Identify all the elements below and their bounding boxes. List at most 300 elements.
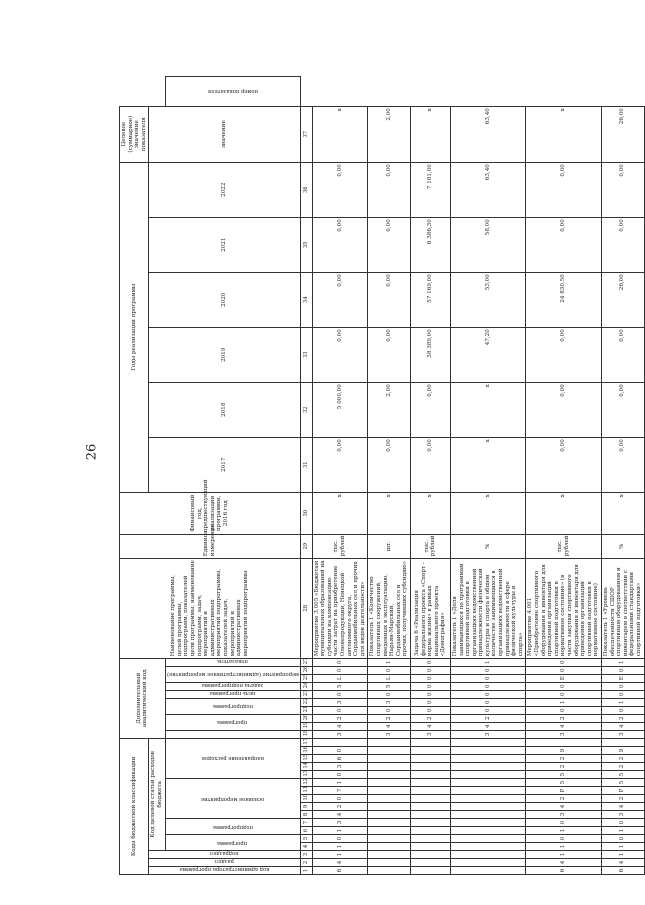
code-cell: 6	[526, 867, 602, 875]
code-cell: 9	[526, 747, 602, 755]
program-table	[119, 76, 645, 875]
code-cell: 0	[526, 658, 602, 666]
code-cell: 1	[526, 698, 602, 706]
code-cell	[368, 787, 411, 795]
year-value: 0,00	[312, 437, 368, 492]
code-cell	[368, 803, 411, 811]
column-number: 22	[300, 698, 312, 706]
code-cell: 4	[601, 803, 644, 811]
code-cell: 2	[601, 795, 644, 803]
code-cell: 4	[312, 722, 368, 730]
code-cell: 1	[312, 843, 368, 851]
column-number: 8	[300, 811, 312, 819]
code-cell: P	[601, 787, 644, 795]
expense-direction-header: направление расходов	[165, 738, 300, 778]
code-cell: 3	[312, 763, 368, 771]
code-cell	[368, 779, 411, 787]
code-cell: 0	[450, 690, 526, 698]
code-cell: 2	[526, 763, 602, 771]
table-row	[450, 77, 526, 875]
code-cell: 0	[410, 682, 450, 690]
table-row	[312, 77, 368, 875]
code-cell	[368, 747, 411, 755]
code-cell: 0	[410, 666, 450, 674]
code-cell	[410, 803, 450, 811]
code-cell: 4	[601, 722, 644, 730]
code-cell: 0	[312, 747, 368, 755]
row-name: Задача 6 «Реализация федерального проекта «Спорт - норма жизни» в рамках национального проекта «Демография»	[410, 558, 450, 658]
code-cell	[368, 755, 411, 763]
code-cell	[368, 843, 411, 851]
year-value: 0,00	[368, 162, 411, 217]
main-event-header: основное мероприятие	[165, 779, 300, 819]
column-number: 15	[300, 755, 312, 763]
code-cell	[410, 811, 450, 819]
year-value: 0,00	[601, 162, 644, 217]
column-number: 37	[300, 106, 312, 162]
column-number: 28	[300, 558, 312, 658]
code-cell	[450, 795, 526, 803]
row-base: x	[450, 492, 526, 534]
code-cell	[450, 787, 526, 795]
code-cell	[410, 738, 450, 746]
code-cell: 0	[410, 698, 450, 706]
year-value: 24 830,50	[526, 272, 602, 327]
code-cell: 6	[312, 755, 368, 763]
year-value: 0,00	[368, 437, 411, 492]
year-value: 0,00	[368, 327, 411, 382]
column-number: 1	[300, 867, 312, 875]
code-cell: 4	[368, 722, 411, 730]
code-cell: 0	[312, 795, 368, 803]
code-cell	[410, 843, 450, 851]
column-number: 2	[300, 859, 312, 867]
column-number: 4	[300, 843, 312, 851]
code-cell	[450, 763, 526, 771]
column-number: 14	[300, 763, 312, 771]
code-cell: E	[601, 674, 644, 682]
column-number: 26	[300, 666, 312, 674]
year-value: 0,00	[601, 382, 644, 437]
code-cell	[368, 867, 411, 875]
year-value: 53,00	[450, 272, 526, 327]
code-cell: 4	[526, 803, 602, 811]
code-cell: 3	[368, 698, 411, 706]
year-value: 0,00	[526, 217, 602, 272]
row-name: Мероприятие 4.001 «Приобретение спортивного оборудования и инвентаря для приведения организаций спортивной подготовки в нормативное состояние» (в части закупки спортивного оборудования и инвентаря для приведения организаций спортивной подготовки в нормативное состояние)	[526, 558, 602, 658]
code-cell	[410, 755, 450, 763]
code-cell	[410, 747, 450, 755]
code-cell	[450, 779, 526, 787]
code-cell: 0	[450, 698, 526, 706]
code-cell: 3	[410, 730, 450, 738]
a-indicator-header: показатель	[165, 658, 300, 666]
year-2018-header: 2018	[149, 382, 300, 437]
year-value: 0,00	[526, 327, 602, 382]
year-value: 2,00	[368, 382, 411, 437]
year-value: x	[450, 437, 526, 492]
year-value: 0,00	[312, 272, 368, 327]
code-cell	[410, 859, 450, 867]
table-row	[410, 77, 450, 875]
code-cell: 2	[526, 795, 602, 803]
financial-year-header: Финансовый год, предшествующий реализации программы, 2016 год	[120, 492, 301, 534]
year-value: 0,00	[601, 217, 644, 272]
code-cell	[368, 795, 411, 803]
column-number: 25	[300, 674, 312, 682]
page-number: 26	[84, 443, 100, 461]
year-value: 6 386,30	[410, 217, 450, 272]
a-event-header: мероприятие (административное мероприятие)	[165, 666, 300, 682]
code-cell: 3	[526, 730, 602, 738]
code-cell: 0	[312, 690, 368, 698]
unit-header: Единица измерения	[120, 534, 301, 558]
code-cell	[450, 771, 526, 779]
code-cell: 0	[450, 674, 526, 682]
code-cell	[410, 779, 450, 787]
code-cell: 0	[601, 682, 644, 690]
code-cell: 2	[526, 714, 602, 722]
table-row	[526, 77, 602, 875]
code-cell	[410, 835, 450, 843]
spacer-cell	[165, 730, 300, 738]
column-number: 3	[300, 851, 312, 859]
code-cell: 4	[450, 722, 526, 730]
code-cell: 5	[601, 779, 644, 787]
code-cell: 1	[526, 851, 602, 859]
row-unit: %	[450, 534, 526, 558]
value-header: значение	[149, 106, 300, 162]
code-cell: 6	[601, 867, 644, 875]
code-cell: 1	[601, 843, 644, 851]
code-cell: 4	[312, 859, 368, 867]
code-cell	[368, 738, 411, 746]
column-number: 7	[300, 819, 312, 827]
code-cell	[368, 763, 411, 771]
code-cell: 0	[601, 835, 644, 843]
code-cell: 0	[410, 674, 450, 682]
final-header: Целевое (суммарное) значение показателя	[120, 106, 149, 162]
final-value: 63,40	[450, 106, 526, 162]
code-cell: 0	[450, 706, 526, 714]
code-cell	[450, 867, 526, 875]
row-name: Мероприятие 3.005 «Бюджетам муниципальных образований на субсидии на компенсацию части затрат на приобретение Оленепродукции, Ненецкой автономного округа, Сорданмобильных сел и прочих для видов деятельности»	[312, 558, 368, 658]
column-number: 18	[300, 730, 312, 738]
name-header: Наименование программы, целей программы, подпрограмм, показателей цели программы, наименование подпрограмм, задач, мероприятий и административных мероприятий подпрограммы, показателей задач, мероприятий и административных мероприятий подпрограммы	[120, 558, 301, 658]
code-cell: 1	[312, 851, 368, 859]
code-cell	[450, 811, 526, 819]
row-unit: %	[601, 534, 644, 558]
code-cell	[410, 851, 450, 859]
code-cell: 4	[410, 722, 450, 730]
year-value: 0,00	[526, 437, 602, 492]
code-cell	[368, 835, 411, 843]
row-base: x	[601, 492, 644, 534]
code-cell: 5	[526, 771, 602, 779]
row-base: x	[526, 492, 602, 534]
code-cell	[450, 835, 526, 843]
column-number: 36	[300, 162, 312, 217]
row-base: x	[368, 492, 411, 534]
column-number: 16	[300, 747, 312, 755]
code-cell: 2	[368, 714, 411, 722]
code-cell: 0	[410, 706, 450, 714]
code-cell: 0	[601, 690, 644, 698]
year-value: 63,40	[450, 162, 526, 217]
section-header: раздел	[149, 859, 300, 867]
column-number: 33	[300, 327, 312, 382]
code-cell	[368, 771, 411, 779]
year-value: 47,20	[450, 327, 526, 382]
year-2019-header: 2019	[149, 327, 300, 382]
code-cell: 0	[410, 658, 450, 666]
year-value: 7 181,00	[410, 162, 450, 217]
code-cell: 0	[526, 666, 602, 674]
column-number: 24	[300, 682, 312, 690]
column-number: 30	[300, 492, 312, 534]
code-cell: 1	[601, 698, 644, 706]
a-program-header: программа	[165, 714, 300, 730]
year-value: 0,00	[601, 437, 644, 492]
analytical-header: Дополнительный аналитический код	[120, 658, 166, 738]
year-value: 0,00	[312, 327, 368, 382]
column-number: 20	[300, 714, 312, 722]
code-cell: E	[526, 674, 602, 682]
code-cell: 5	[601, 771, 644, 779]
code-cell: 2	[601, 714, 644, 722]
year-value: 57 169,00	[410, 272, 450, 327]
code-cell: 6	[312, 867, 368, 875]
code-cell: P	[526, 787, 602, 795]
code-cell: 0	[368, 706, 411, 714]
final-value: 26,00	[601, 106, 644, 162]
final-value: x	[312, 106, 368, 162]
code-cell	[410, 763, 450, 771]
code-cell	[368, 827, 411, 835]
code-cell: 3	[368, 730, 411, 738]
code-cell: 9	[601, 747, 644, 755]
column-number: 32	[300, 382, 312, 437]
code-cell: 0	[312, 771, 368, 779]
code-cell	[368, 811, 411, 819]
target-item-header: Код целевой статьи расходов бюджета	[149, 738, 165, 850]
code-cell: 4	[526, 722, 602, 730]
code-cell: 2	[601, 763, 644, 771]
code-cell: 1	[601, 851, 644, 859]
row-name: Показатель 1 «Количество спортивных сооружений, введенных в эксплуатацию, Нарьян-Марский, Сорданмобильных сел и прочих, получивших субсидию»	[368, 558, 411, 658]
code-cell: 1	[526, 827, 602, 835]
code-cell	[410, 787, 450, 795]
code-cell: 0	[526, 706, 602, 714]
table-row	[601, 77, 644, 875]
year-value: 0,00	[410, 437, 450, 492]
code-cell: 5	[526, 779, 602, 787]
code-cell: L	[312, 674, 368, 682]
code-cell	[410, 867, 450, 875]
code-cell	[312, 738, 368, 746]
final-value: x	[410, 106, 450, 162]
code-cell: 0	[526, 835, 602, 843]
code-cell: 0	[526, 819, 602, 827]
year-2017-header: 2017	[149, 437, 300, 492]
subsection-header: подраздел	[149, 851, 300, 859]
code-cell	[450, 747, 526, 755]
years-header: Годы реализации программы	[120, 162, 149, 492]
code-cell: 3	[450, 730, 526, 738]
year-value: 5 000,00	[312, 382, 368, 437]
code-cell	[450, 755, 526, 763]
column-number: 6	[300, 827, 312, 835]
code-cell: 0	[601, 819, 644, 827]
code-cell: 0	[312, 666, 368, 674]
column-number: 29	[300, 534, 312, 558]
year-value: 0,00	[410, 382, 450, 437]
column-numbers-row	[300, 77, 312, 875]
a-task-header: задача подпрограммы	[165, 682, 300, 690]
code-cell: 1	[368, 658, 411, 666]
code-cell	[410, 795, 450, 803]
admin-header: код администратора программы	[149, 867, 300, 875]
column-number: 5	[300, 835, 312, 843]
year-value: 0,00	[526, 382, 602, 437]
code-cell: 1	[601, 658, 644, 666]
code-cell: 0	[368, 690, 411, 698]
row-name: Показатель 1 «Доля занимающихся по программам спортивной подготовки в организациях ведомственной принадлежности физической культуры и спорта в общем количестве занимающихся в организациях ведомственной принадлежности в сфере физической культуры и спорта»	[450, 558, 526, 658]
row-base: x	[410, 492, 450, 534]
code-cell: 1	[526, 843, 602, 851]
code-cell: 0	[601, 706, 644, 714]
year-value: x	[450, 382, 526, 437]
column-number: 12	[300, 779, 312, 787]
code-cell: 0	[526, 690, 602, 698]
row-name: Показатель 1 «Уровень обеспеченности СШОР спортивным оборудованием и инвентарем в соответствии с федеральными стандартами спортивной подготовки»	[601, 558, 644, 658]
subprogram-header: подпрограмма	[165, 819, 300, 835]
year-value: 38 389,00	[410, 327, 450, 382]
row-unit: шт.	[368, 534, 411, 558]
year-2022-header: 2022	[149, 162, 300, 217]
a-subprogram-header: подпрограмма	[165, 698, 300, 714]
year-value: 0,00	[368, 217, 411, 272]
code-cell: 0	[312, 706, 368, 714]
year-value: 26,00	[601, 272, 644, 327]
year-value: 0,00	[601, 327, 644, 382]
code-cell: 0	[526, 682, 602, 690]
column-number: 31	[300, 437, 312, 492]
code-cell: 7	[312, 787, 368, 795]
code-cell	[450, 851, 526, 859]
column-number: 35	[300, 217, 312, 272]
code-cell: 1	[450, 658, 526, 666]
code-cell: 2	[526, 755, 602, 763]
code-cell	[410, 819, 450, 827]
code-cell: 0	[312, 835, 368, 843]
code-cell	[410, 771, 450, 779]
code-cell: 0	[450, 666, 526, 674]
code-cell: 1	[601, 827, 644, 835]
a-indicator-number-header: номер показателя	[165, 77, 300, 107]
column-number: 27	[300, 658, 312, 666]
row-base: x	[312, 492, 368, 534]
year-value: 0,00	[368, 272, 411, 327]
year-value: 0,00	[526, 162, 602, 217]
code-cell: 4	[312, 811, 368, 819]
row-unit: тыс. рублей	[410, 534, 450, 558]
code-cell: 3	[526, 811, 602, 819]
code-cell: 4	[601, 859, 644, 867]
code-cell: L	[368, 674, 411, 682]
year-value: 0,00	[312, 162, 368, 217]
rotated-table-sheet	[119, 76, 642, 875]
code-cell: 5	[368, 682, 411, 690]
final-value: x	[526, 106, 602, 162]
code-cell: 4	[526, 859, 602, 867]
program-header: программа	[165, 835, 300, 851]
code-cell: 5	[312, 682, 368, 690]
code-cell	[601, 738, 644, 746]
code-cell: 1	[312, 779, 368, 787]
table-body	[300, 77, 644, 875]
code-cell	[410, 827, 450, 835]
code-cell: 2	[601, 755, 644, 763]
column-number: 10	[300, 795, 312, 803]
code-cell: 3	[601, 730, 644, 738]
code-cell	[450, 859, 526, 867]
code-cell: 0	[312, 658, 368, 666]
code-cell	[368, 819, 411, 827]
code-cell: 3	[312, 819, 368, 827]
final-value: 2,00	[368, 106, 411, 162]
code-cell	[450, 819, 526, 827]
year-2021-header: 2021	[149, 217, 300, 272]
code-cell: 0	[450, 682, 526, 690]
code-cell	[526, 738, 602, 746]
code-cell	[450, 738, 526, 746]
code-cell: 3	[601, 811, 644, 819]
code-cell	[368, 851, 411, 859]
column-number: 17	[300, 738, 312, 746]
table-row	[368, 77, 411, 875]
year-value: 58,00	[450, 217, 526, 272]
row-unit: тыс. рублей	[526, 534, 602, 558]
column-number: 13	[300, 771, 312, 779]
column-number: 19	[300, 722, 312, 730]
code-cell	[450, 803, 526, 811]
column-number: 9	[300, 803, 312, 811]
code-cell: 1	[312, 827, 368, 835]
code-cell: 0	[410, 690, 450, 698]
column-number: 11	[300, 787, 312, 795]
code-cell: 0	[601, 666, 644, 674]
code-cell: 2	[312, 714, 368, 722]
a-goal-header: цель программы	[165, 690, 300, 698]
column-number: 34	[300, 272, 312, 327]
code-cell	[450, 827, 526, 835]
code-cell: 2	[450, 714, 526, 722]
budget-class-header: Коды бюджетной классификации	[120, 738, 149, 874]
code-cell	[368, 859, 411, 867]
column-number: 21	[300, 706, 312, 714]
code-cell: 2	[410, 714, 450, 722]
code-cell: 2	[312, 803, 368, 811]
year-2020-header: 2020	[149, 272, 300, 327]
row-unit: тыс. рублей	[312, 534, 368, 558]
column-number: 23	[300, 690, 312, 698]
code-cell: 0	[368, 666, 411, 674]
code-cell: 3	[312, 730, 368, 738]
year-value: 0,00	[312, 217, 368, 272]
code-cell	[450, 843, 526, 851]
code-cell: 3	[312, 698, 368, 706]
